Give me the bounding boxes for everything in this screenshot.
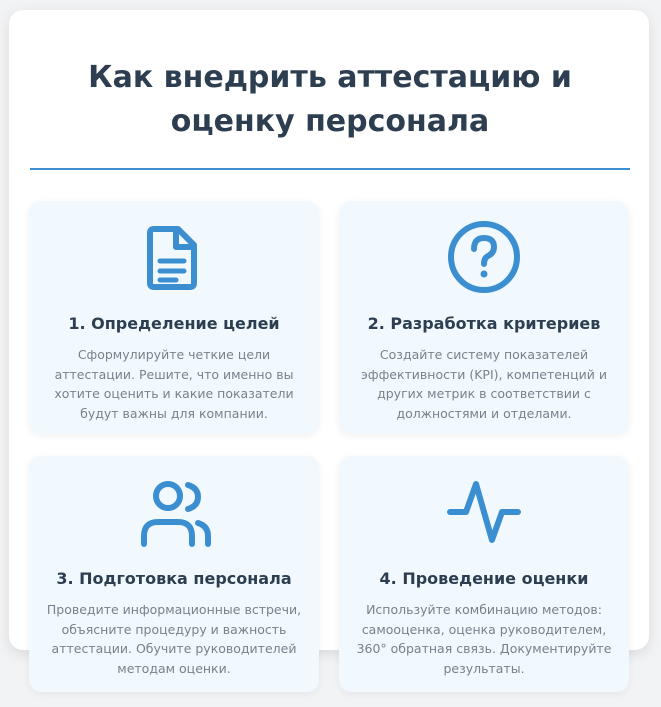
pulse-icon	[444, 472, 524, 552]
step-description: Сформулируйте четкие цели аттестации. Решите, что именно вы хотите оценить и какие показатели будут важны для компании.	[54, 347, 294, 421]
step-title: 4. Проведение оценки	[379, 569, 589, 588]
step-title: 1. Определение целей	[68, 314, 280, 333]
step-card-goals	[29, 201, 319, 434]
document-icon	[134, 217, 214, 297]
step-title: 2. Разработка критериев	[367, 314, 601, 333]
step-description: Создайте систему показателей эффективности (KPI), компетенций и других метрик в соответствии с должностями и отделами.	[361, 347, 607, 421]
step-card-preparation	[29, 456, 319, 692]
question-icon	[444, 217, 524, 297]
step-description: Проведите информационные встречи, объясните процедуру и важность аттестации. Обучите руководителей методам оценки.	[46, 602, 302, 676]
step-card-criteria	[339, 201, 629, 434]
page-title: Как внедрить аттестацию и оценку персонала	[88, 60, 572, 139]
step-description: Используйте комбинацию методов: самооценка, оценка руководителем, 360° обратная связь. Документируйте результаты.	[356, 602, 612, 676]
step-title: 3. Подготовка персонала	[56, 569, 292, 588]
step-card-assessment	[339, 456, 629, 692]
title-divider	[30, 168, 630, 170]
users-icon	[134, 472, 214, 552]
